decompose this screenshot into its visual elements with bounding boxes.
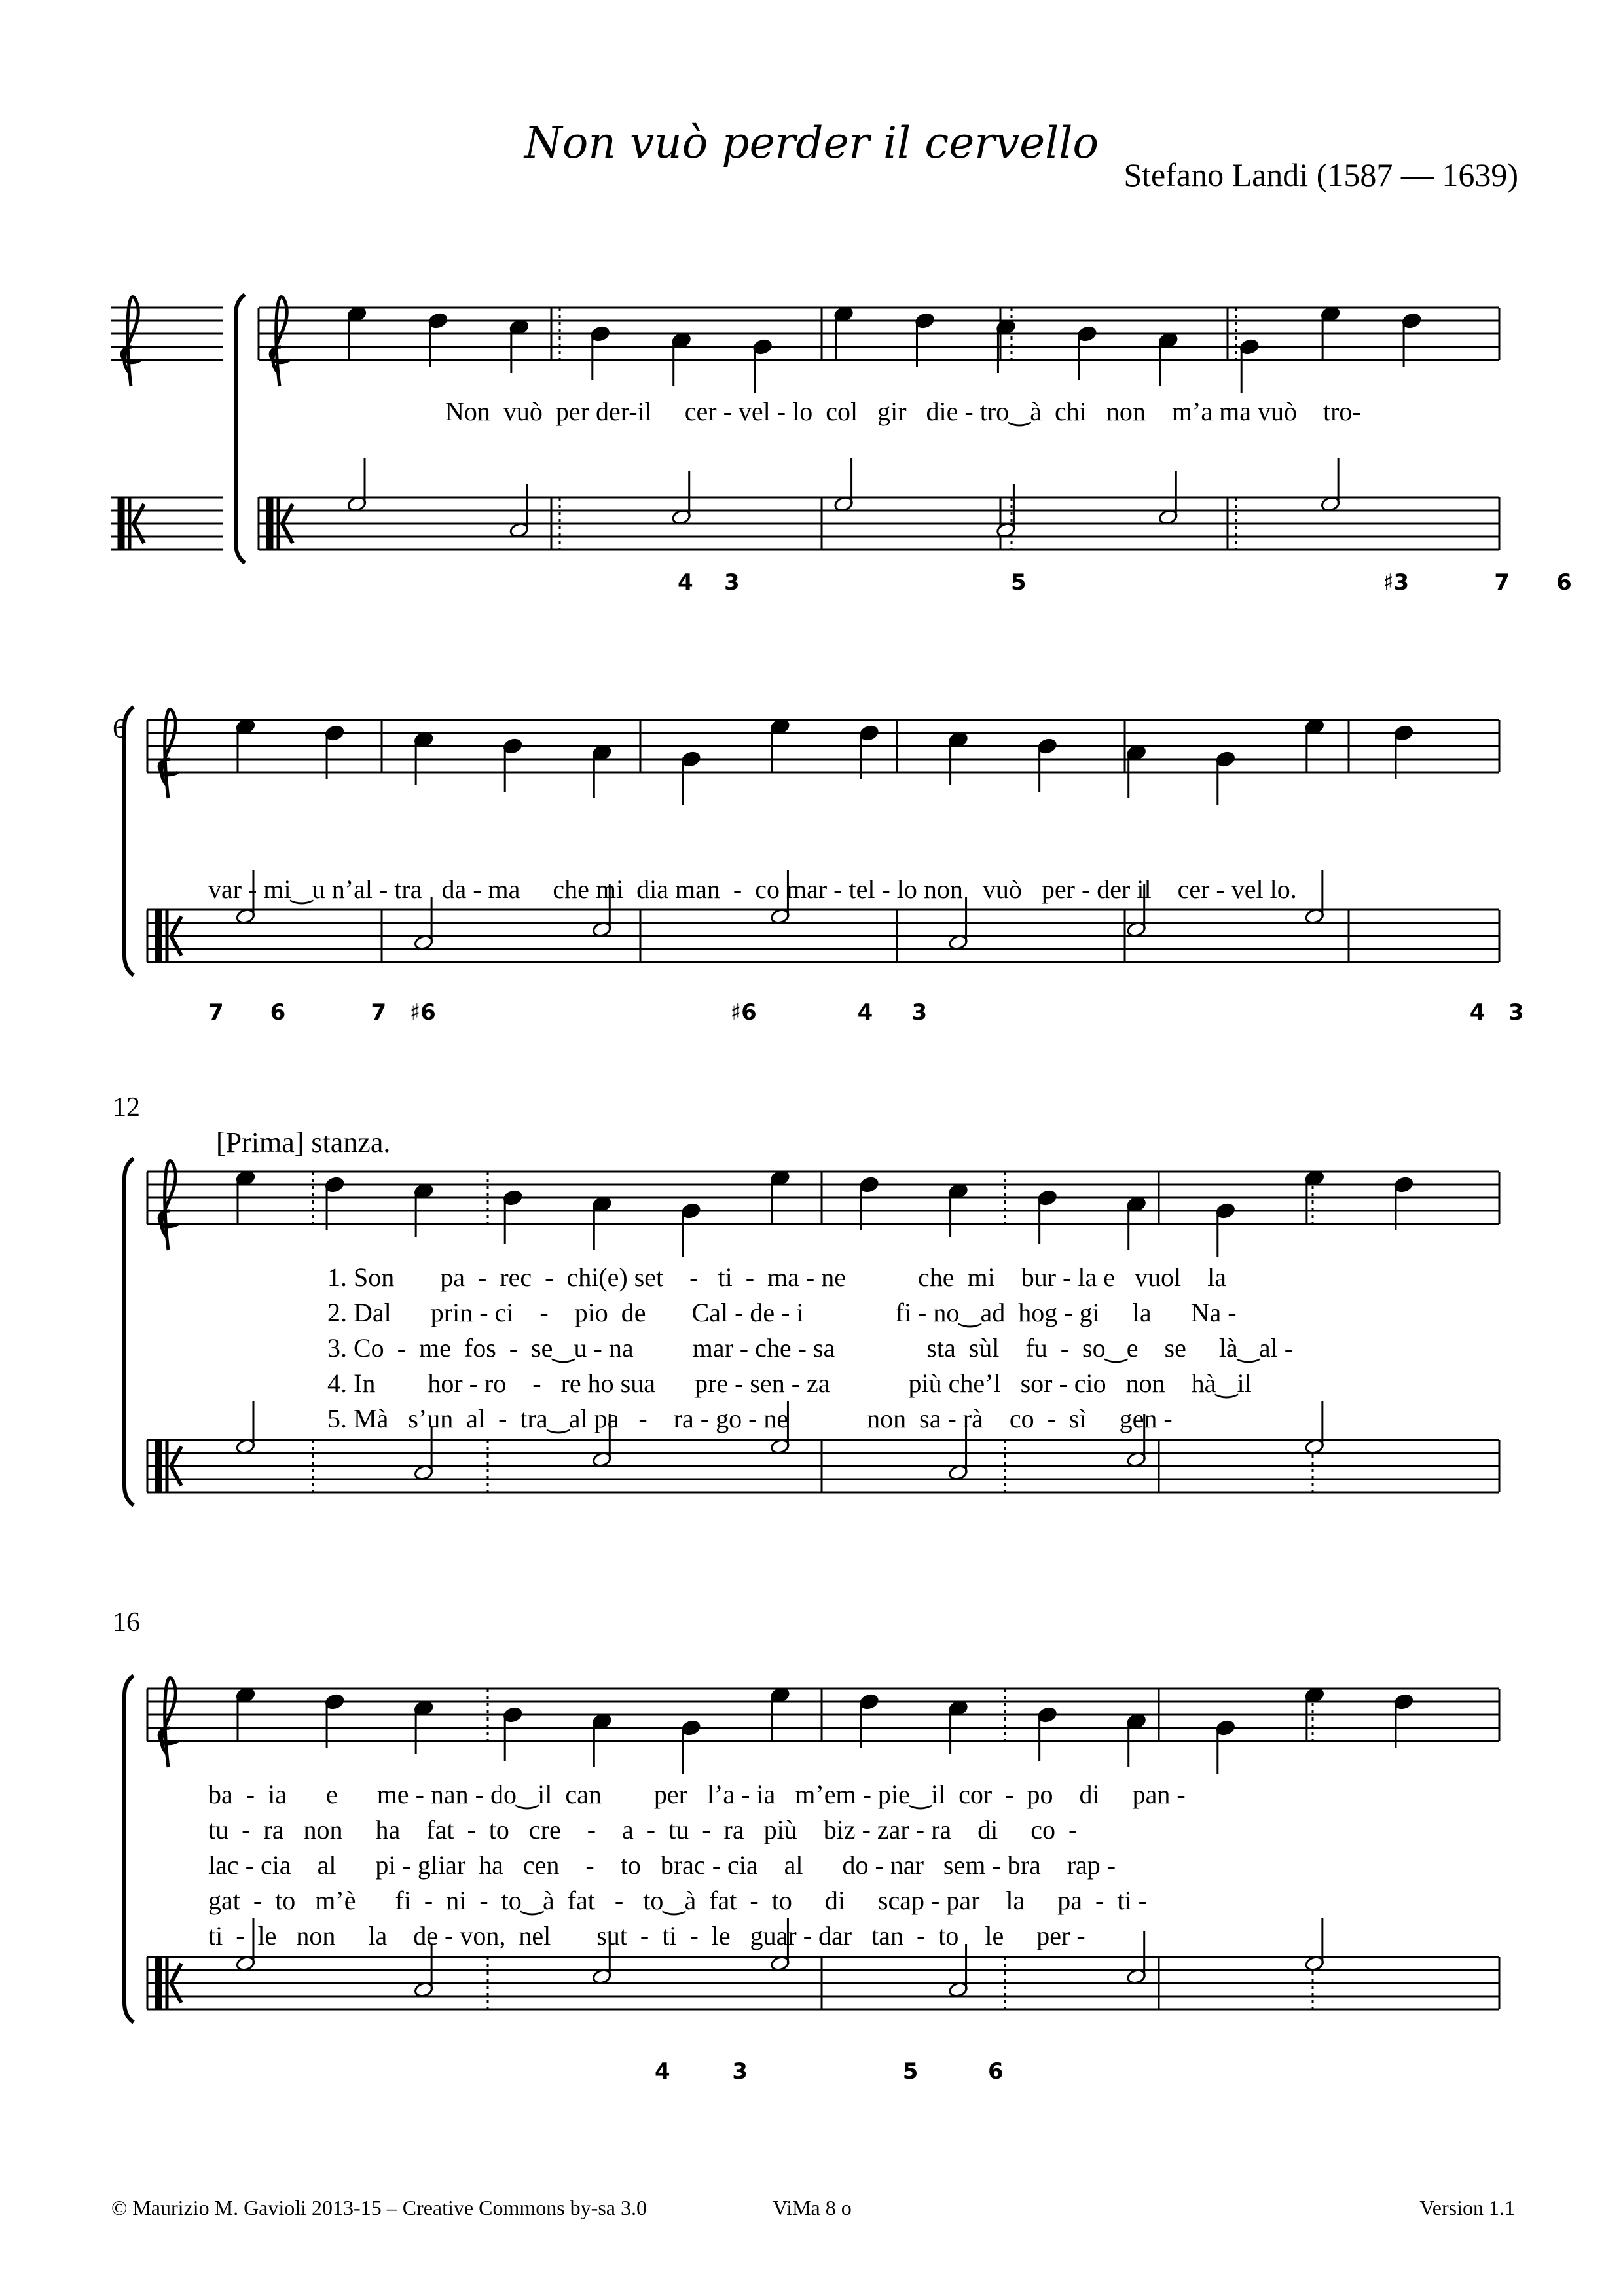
composer-credit: Stefano Landi (1587 — 1639): [1123, 156, 1518, 193]
system3-alto-clef-bar2: [166, 1440, 168, 1492]
incipit-c-clef-bar2: [128, 497, 131, 550]
system3-verse-5: 5. Mà s’un al - tra‿al pa - ra - go - ne non sa - rà co - sì gen -: [327, 1404, 1173, 1433]
system3-verse-3: 3. Co - me fos - se‿u - na mar - che - sa sta sùl fu - so‿e se là‿al -: [327, 1333, 1294, 1363]
system3-treble-clef: [159, 1161, 178, 1250]
system1-figured-bass: 4 3 5 ♯3 7 6: [678, 569, 1572, 596]
piece-title: Non vuò perder il cervello: [524, 118, 1099, 168]
system-number-2: 6: [113, 714, 126, 744]
stanza-label: [Prima] stanza.: [216, 1126, 391, 1158]
system4-alto-clef-bar2: [166, 1957, 168, 2009]
system4-verse-3: lac - cia al pi - gliar ha cen - to brac - cia al do - nar sem - bra rap -: [208, 1850, 1116, 1880]
system4-treble-clef: [159, 1678, 178, 1767]
footer-copyright: © Maurizio M. Gavioli 2013-15 – Creative Commons by-sa 3.0: [111, 2196, 647, 2219]
footer-catalog: ViMa 8 o: [773, 2196, 852, 2219]
system4-verse-2: tu - ra non ha fat - to cre - a - tu - ra più biz - zar - ra di co -: [208, 1815, 1078, 1844]
system-number-3: 12: [113, 1092, 140, 1122]
system4-brace: [124, 1676, 134, 2022]
system4-alto-clef-bar: [155, 1957, 162, 2009]
system4-verse-1: ba - ia e me - nan - do‿il can per l’a - ia m’em - pie‿il cor - po di pan -: [208, 1780, 1186, 1809]
system3-verse-1: 1. Son pa - rec - chi(e) set - ti - ma - ne che mi bur - la e vuol la: [327, 1263, 1226, 1292]
incipit-treble-clef: [122, 297, 141, 386]
system4-verse-4: gat - to m’è fi - ni - to‿à fat - to‿à fat - to di scap - par la pa - ti -: [208, 1886, 1147, 1915]
system4-verse-5: ti - le non la de - von, nel sut - ti - le guar - dar tan - to le per -: [208, 1921, 1085, 1950]
system3-brace: [124, 1158, 134, 1505]
system2-treble-clef: [159, 709, 178, 798]
system1-alto-clef-bar2: [277, 497, 280, 550]
system1-brace: [236, 295, 245, 563]
system3-alto-clef-bar: [155, 1440, 162, 1492]
system2-brace: [124, 707, 134, 975]
system1-lyrics: Non vuò per der-il cer - vel - lo col gir die - tro‿à chi non m’a ma vuò tro-: [445, 397, 1361, 426]
system2-lyrics: var - mi‿u n’al - tra da - ma che mi dia man - co mar - tel - lo non vuò per - der il cer - vel lo.: [208, 874, 1297, 904]
system1-alto-clef-bar: [266, 497, 273, 550]
system2-alto-clef-bar: [155, 910, 162, 962]
system4-figured-bass: 4 3 5 6: [655, 2058, 1004, 2085]
incipit-c-clef-bar: [118, 497, 124, 550]
footer-version: Version 1.1: [1419, 2196, 1515, 2219]
system3-verse-2: 2. Dal prin - ci - pio de Cal - de - i fi - no‿ad hog - gi la Na -: [327, 1298, 1237, 1327]
system-number-4: 16: [113, 1607, 140, 1638]
system2-alto-clef-bar2: [166, 910, 168, 962]
system2-figured-bass: 7 6 7 ♯6 ♯6 4 3 4 3: [208, 999, 1524, 1026]
system1-treble-clef: [270, 297, 289, 386]
system3-verse-4: 4. In hor - ro - re ho sua pre - sen - za più che’l sor - cio non hà‿il: [327, 1369, 1252, 1398]
